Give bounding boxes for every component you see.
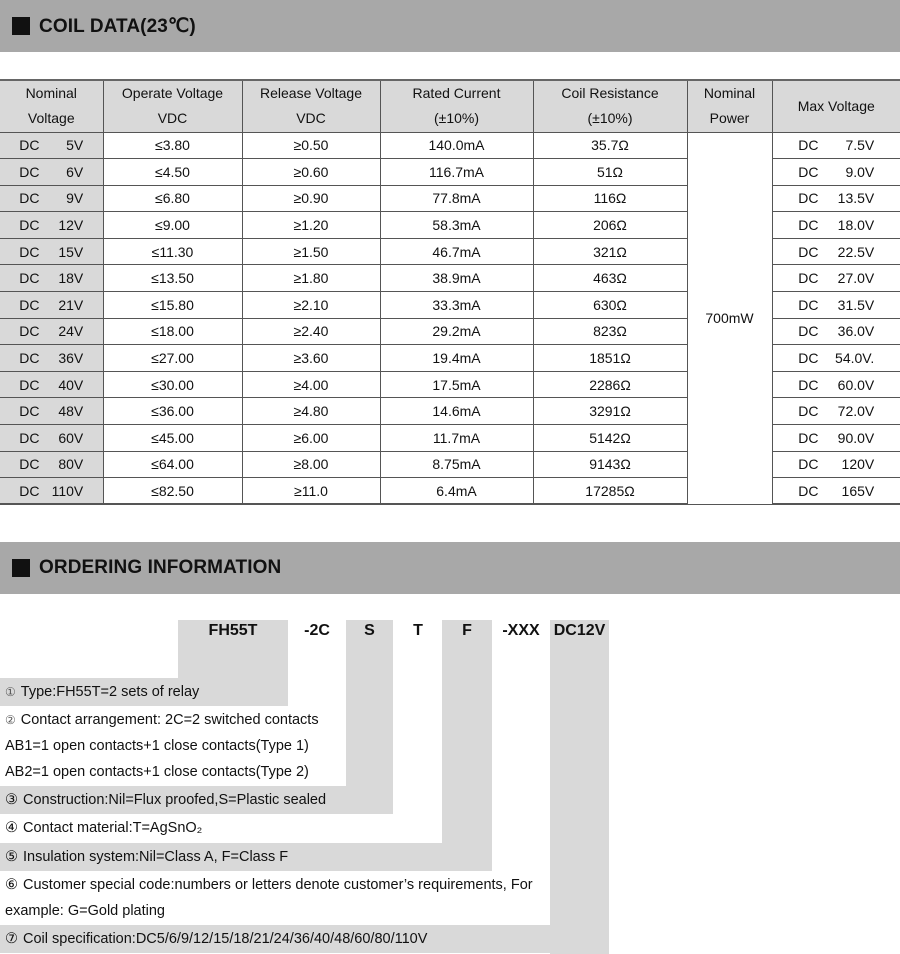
- circled-number-2-icon: ②: [5, 713, 16, 727]
- header-nominal-power: Nominal Power: [687, 80, 772, 132]
- order-item-contact-arrangement: ② Contact arrangement: 2C=2 switched contacts: [0, 706, 346, 734]
- cell-operate-voltage: ≤15.80: [103, 292, 242, 319]
- header-release-voltage: Release Voltage VDC: [242, 80, 380, 132]
- cell-release-voltage: ≥1.80: [242, 265, 380, 292]
- cell-rated-current: 14.6mA: [380, 398, 533, 425]
- order-item-insulation: ⑤ Insulation system:Nil=Class A, F=Class F: [0, 843, 492, 871]
- cell-release-voltage: ≥4.80: [242, 398, 380, 425]
- cell-nominal-voltage: DC 9V: [0, 185, 103, 212]
- cell-operate-voltage: ≤13.50: [103, 265, 242, 292]
- cell-coil-resistance: 463Ω: [533, 265, 687, 292]
- cell-rated-current: 33.3mA: [380, 292, 533, 319]
- order-item-type: ① Type:FH55T=2 sets of relay: [0, 678, 288, 706]
- code-construction: S: [364, 622, 375, 639]
- order-item-ab1: AB1=1 open contacts+1 close contacts(Type 1): [0, 732, 346, 760]
- cell-nominal-voltage: DC 36V: [0, 345, 103, 372]
- code-contact-arrangement: -2C: [304, 622, 330, 639]
- cell-operate-voltage: ≤9.00: [103, 212, 242, 239]
- cell-max-voltage: DC 18.0V: [772, 212, 900, 239]
- coil-data-header: [0, 0, 900, 52]
- cell-nominal-voltage: DC 21V: [0, 292, 103, 319]
- cell-max-voltage: DC 27.0V: [772, 265, 900, 292]
- code-coil-spec: DC12V: [553, 622, 606, 639]
- cell-operate-voltage: ≤30.00: [103, 371, 242, 398]
- cell-coil-resistance: 823Ω: [533, 318, 687, 345]
- cell-rated-current: 58.3mA: [380, 212, 533, 239]
- header-rated-current: Rated Current (±10%): [380, 80, 533, 132]
- cell-max-voltage: DC 31.5V: [772, 292, 900, 319]
- table-row: [0, 132, 900, 159]
- cell-rated-current: 19.4mA: [380, 345, 533, 372]
- code-insulation: F: [462, 622, 472, 639]
- cell-release-voltage: ≥0.60: [242, 159, 380, 186]
- cell-max-voltage: DC 120V: [772, 451, 900, 478]
- circled-number-3-icon: ③: [5, 792, 18, 808]
- cell-release-voltage: ≥0.90: [242, 185, 380, 212]
- cell-nominal-voltage: DC 15V: [0, 238, 103, 265]
- cell-rated-current: 29.2mA: [380, 318, 533, 345]
- cell-coil-resistance: 5142Ω: [533, 425, 687, 452]
- cell-max-voltage: DC 72.0V: [772, 398, 900, 425]
- cell-operate-voltage: ≤27.00: [103, 345, 242, 372]
- cell-rated-current: 17.5mA: [380, 371, 533, 398]
- cell-operate-voltage: ≤64.00: [103, 451, 242, 478]
- cell-release-voltage: ≥2.40: [242, 318, 380, 345]
- header-operate-voltage: Operate Voltage VDC: [103, 80, 242, 132]
- circled-number-4-icon: ④: [5, 820, 18, 836]
- cell-coil-resistance: 2286Ω: [533, 371, 687, 398]
- code-column-coil: [550, 620, 609, 954]
- circled-number-1-icon: ①: [5, 685, 16, 699]
- cell-release-voltage: ≥0.50: [242, 132, 380, 159]
- coil-data-table: [0, 79, 900, 505]
- order-item-contact-material: ④ Contact material:T=AgSnO₂: [0, 814, 442, 842]
- cell-rated-current: 8.75mA: [380, 451, 533, 478]
- cell-operate-voltage: ≤82.50: [103, 478, 242, 505]
- cell-operate-voltage: ≤11.30: [103, 238, 242, 265]
- code-contact-material: T: [413, 622, 423, 639]
- cell-operate-voltage: ≤18.00: [103, 318, 242, 345]
- cell-max-voltage: DC 36.0V: [772, 318, 900, 345]
- cell-release-voltage: ≥3.60: [242, 345, 380, 372]
- order-item-special-code: ⑥ Customer special code:numbers or letters denote customer’s requirements, For: [0, 871, 550, 899]
- cell-max-voltage: DC 54.0V.: [772, 345, 900, 372]
- section-title: COIL DATA(23℃): [39, 15, 196, 37]
- code-type: FH55T: [208, 622, 258, 639]
- ordering-info-header: [0, 542, 900, 594]
- circled-number-6-icon: ⑥: [5, 877, 18, 893]
- cell-nominal-power: 700mW: [687, 132, 772, 504]
- cell-nominal-voltage: DC 5V: [0, 132, 103, 159]
- header-nominal-voltage: Nominal Voltage: [0, 80, 103, 132]
- cell-release-voltage: ≥1.50: [242, 238, 380, 265]
- cell-operate-voltage: ≤6.80: [103, 185, 242, 212]
- cell-max-voltage: DC 22.5V: [772, 238, 900, 265]
- cell-release-voltage: ≥4.00: [242, 371, 380, 398]
- circled-number-5-icon: ⑤: [5, 849, 18, 865]
- header-coil-resistance: Coil Resistance (±10%): [533, 80, 687, 132]
- ordering-diagram: [0, 594, 900, 954]
- cell-nominal-voltage: DC 24V: [0, 318, 103, 345]
- square-bullet-icon: [12, 559, 30, 577]
- cell-rated-current: 6.4mA: [380, 478, 533, 505]
- cell-nominal-voltage: DC 40V: [0, 371, 103, 398]
- cell-rated-current: 140.0mA: [380, 132, 533, 159]
- cell-rated-current: 46.7mA: [380, 238, 533, 265]
- cell-max-voltage: DC 9.0V: [772, 159, 900, 186]
- code-column-insulation: [442, 620, 492, 872]
- cell-max-voltage: DC 13.5V: [772, 185, 900, 212]
- cell-operate-voltage: ≤3.80: [103, 132, 242, 159]
- cell-nominal-voltage: DC 80V: [0, 451, 103, 478]
- section-title: ORDERING INFORMATION: [39, 557, 282, 578]
- order-item-ab2: AB2=1 open contacts+1 close contacts(Type 2): [0, 758, 346, 786]
- order-item-special-code-example: example: G=Gold plating: [0, 897, 550, 925]
- circled-number-7-icon: ⑦: [5, 931, 18, 947]
- cell-rated-current: 11.7mA: [380, 425, 533, 452]
- cell-nominal-voltage: DC 6V: [0, 159, 103, 186]
- cell-coil-resistance: 51Ω: [533, 159, 687, 186]
- cell-operate-voltage: ≤4.50: [103, 159, 242, 186]
- cell-nominal-voltage: DC 60V: [0, 425, 103, 452]
- cell-operate-voltage: ≤36.00: [103, 398, 242, 425]
- cell-operate-voltage: ≤45.00: [103, 425, 242, 452]
- cell-release-voltage: ≥11.0: [242, 478, 380, 505]
- cell-max-voltage: DC 165V: [772, 478, 900, 505]
- code-special: -XXX: [502, 622, 540, 639]
- cell-coil-resistance: 35.7Ω: [533, 132, 687, 159]
- cell-release-voltage: ≥6.00: [242, 425, 380, 452]
- table-header-row: [0, 80, 900, 132]
- cell-release-voltage: ≥8.00: [242, 451, 380, 478]
- cell-coil-resistance: 321Ω: [533, 238, 687, 265]
- cell-coil-resistance: 1851Ω: [533, 345, 687, 372]
- cell-max-voltage: DC 90.0V: [772, 425, 900, 452]
- cell-nominal-voltage: DC 48V: [0, 398, 103, 425]
- cell-max-voltage: DC 60.0V: [772, 371, 900, 398]
- cell-nominal-voltage: DC 110V: [0, 478, 103, 505]
- order-item-coil-spec: ⑦ Coil specification:DC5/6/9/12/15/18/21/24/36/40/48/60/80/110V: [0, 925, 609, 953]
- cell-coil-resistance: 3291Ω: [533, 398, 687, 425]
- cell-nominal-voltage: DC 18V: [0, 265, 103, 292]
- cell-max-voltage: DC 7.5V: [772, 132, 900, 159]
- cell-rated-current: 38.9mA: [380, 265, 533, 292]
- square-bullet-icon: [12, 17, 30, 35]
- order-item-construction: ③ Construction:Nil=Flux proofed,S=Plastic sealed: [0, 786, 393, 814]
- cell-rated-current: 116.7mA: [380, 159, 533, 186]
- cell-coil-resistance: 116Ω: [533, 185, 687, 212]
- cell-nominal-voltage: DC 12V: [0, 212, 103, 239]
- cell-coil-resistance: 9143Ω: [533, 451, 687, 478]
- header-max-voltage: Max Voltage: [772, 80, 900, 132]
- cell-rated-current: 77.8mA: [380, 185, 533, 212]
- cell-coil-resistance: 630Ω: [533, 292, 687, 319]
- cell-release-voltage: ≥2.10: [242, 292, 380, 319]
- cell-coil-resistance: 17285Ω: [533, 478, 687, 505]
- cell-release-voltage: ≥1.20: [242, 212, 380, 239]
- cell-coil-resistance: 206Ω: [533, 212, 687, 239]
